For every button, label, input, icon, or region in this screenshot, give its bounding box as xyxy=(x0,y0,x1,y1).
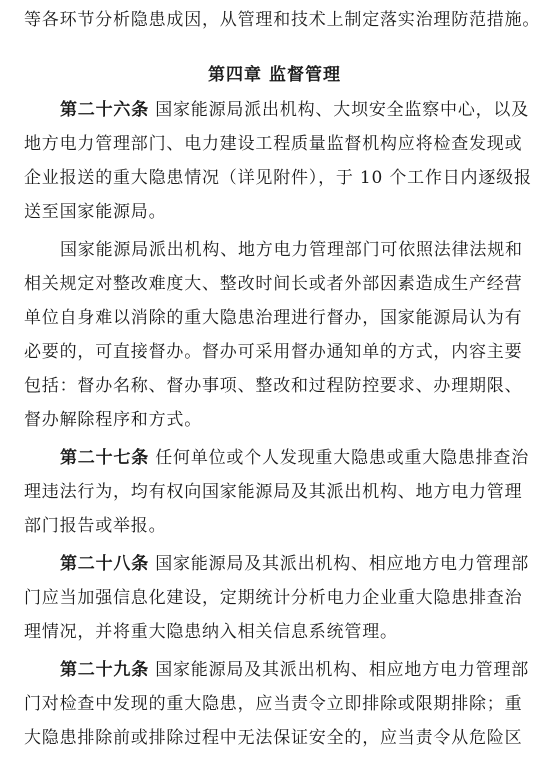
article-26-first-line xyxy=(60,100,530,120)
text-line: 送至国家能源局。 xyxy=(24,202,167,222)
text-line: 必要的，可直接督办。督办可采用督办通知单的方式，内容主要 xyxy=(24,342,523,362)
text-line: 理违法行为，均有权向国家能源局及其派出机构、地方电力管理 xyxy=(24,482,523,502)
article-29-first-line xyxy=(60,660,530,680)
article-29-label: 第二十九条 xyxy=(60,660,149,680)
text-line: 督办解除程序和方式。 xyxy=(24,410,202,430)
text-line: 地方电力管理部门、电力建设工程质量监督机构应将检查发现或 xyxy=(24,134,523,154)
text-line: 部门报告或举报。 xyxy=(24,516,167,536)
text-line: 企业报送的重大隐患情况（详见附件），于 10 个工作日内逐级报 xyxy=(24,168,532,188)
text-span: 国家能源局派出机构、大坝安全监察中心，以及 xyxy=(155,100,530,120)
text-line: 国家能源局派出机构、地方电力管理部门可依照法律法规和 xyxy=(60,240,523,260)
text-span: 国家能源局及其派出机构、相应地方电力管理部 xyxy=(155,554,530,574)
text-line: 门应当加强信息化建设，定期统计分析电力企业重大隐患排查治 xyxy=(24,588,523,608)
text-line: 等各环节分析隐患成因，从管理和技术上制定落实治理防范措施。 xyxy=(24,10,541,30)
text-line: 包括：督办名称、督办事项、整改和过程防控要求、办理期限、 xyxy=(24,376,523,396)
article-27-label: 第二十七条 xyxy=(60,448,149,468)
chapter-title: 第四章 监督管理 xyxy=(208,65,341,85)
text-line: 相关规定对整改难度大、整改时间长或者外部因素造成生产经营 xyxy=(24,274,523,294)
text-span: 任何单位或个人发现重大隐患或重大隐患排查治 xyxy=(155,448,530,468)
article-28-first-line xyxy=(60,554,530,574)
text-span: 国家能源局及其派出机构、相应地方电力管理部 xyxy=(155,660,530,680)
article-27-first-line xyxy=(60,448,530,468)
text-line: 门对检查中发现的重大隐患，应当责令立即排除或限期排除；重 xyxy=(24,694,523,714)
article-28-label: 第二十八条 xyxy=(60,554,149,574)
text-line: 理情况，并将重大隐患纳入相关信息系统管理。 xyxy=(24,622,398,642)
text-line: 大隐患排除前或排除过程中无法保证安全的，应当责令从危险区 xyxy=(24,728,523,748)
text-line: 单位自身难以消除的重大隐患治理进行督办，国家能源局认为有 xyxy=(24,308,523,328)
article-26-label: 第二十六条 xyxy=(60,100,149,120)
